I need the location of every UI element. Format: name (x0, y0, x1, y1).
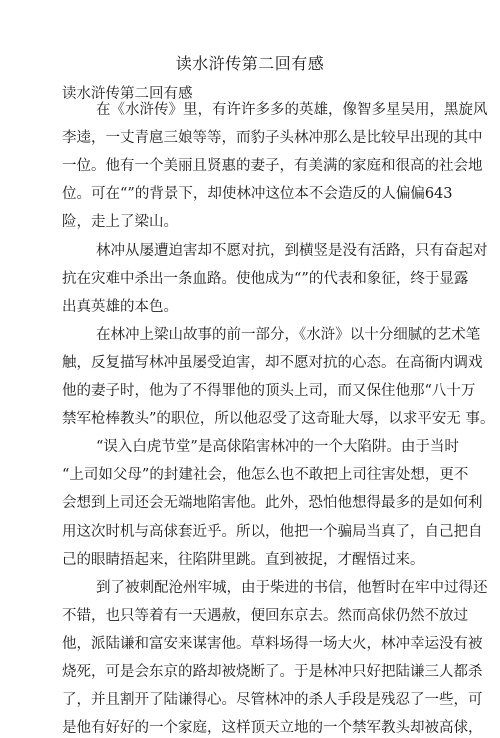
paragraph-line: 一位。他有一个美丽且贤惠的妻子，有美满的家庭和很高的社会地 (62, 158, 483, 175)
paragraph-line: 会想到上司还会无端地陷害他。此外，恐怕他想得最多的是如何利 (62, 495, 483, 512)
paragraph-line: 他的妻子时，他为了不得罪他的顶头上司，而又保住他那“八十万 (62, 383, 476, 399)
paragraph-line: 了，并且割开了陆谦得心。尽管林冲的杀人手段是残忍了一些，可 (62, 692, 483, 709)
paragraph-first-line: 林冲从屡遭迫害却不愿对抗，到横竖是没有活路，只有奋起对 (96, 242, 488, 259)
paragraph-line: 不错，也只等着有一天遇赦，便回东京去。然而高俅仍然不放过 (62, 607, 468, 624)
paragraph-first-line: 在《水浒传》里，有许许多多的英雄，像智多星吴用，黑旋风 (96, 102, 488, 118)
paragraph-line: 烧死，可是会东京的路却被烧断了。于是林冲只好把陆谦三人都杀 (62, 664, 483, 680)
paragraph-line: 险，走上了梁山。 (62, 214, 178, 231)
document-title: 读水浒传第二回有感 (175, 54, 325, 73)
document-subtitle: 读水浒传第二回有感 (62, 86, 193, 102)
paragraph-first-line: 在林冲上梁山故事的前一部分，《水浒》以十分细腻的艺术笔 (96, 326, 481, 343)
paragraph-line: 他，派陆谦和富安来谋害他。草料场得一场大火，林冲幸运没有被 (62, 635, 483, 652)
paragraph-first-line: 到了被刺配沧州牢城，由于柴进的书信，他暂时在牢中过得还 (96, 579, 488, 596)
paragraph-line: 触，反复描写林冲虽屡受迫害，却不愿对抗的心态。在高衙内调戏 (62, 354, 483, 371)
paragraph-line: 是他有好好的一个家庭，这样顶天立地的一个禁军教头却被高俅， (62, 720, 483, 737)
paragraph-line: 用这次时机与高俅套近乎。所以，他把一个骗局当真了，自己把自 (62, 523, 483, 540)
paragraph-line: 位。可在“”的背景下，却使林冲这位本不会造反的人偏偏643 (62, 186, 453, 203)
paragraph-line: 己的眼睛捂起来，往陷阱里跳。直到被捉，才醒悟过来。 (62, 551, 425, 568)
paragraph-line: 李逵，一丈青扈三娘等等，而豹子头林冲那么是比较早出现的其中 (62, 130, 483, 147)
paragraph-line: 出真英雄的本色。 (62, 298, 178, 315)
paragraph-line: 抗在灾难中杀出一条血路。使他成为“”的代表和象征，终于显露 (62, 270, 469, 287)
paragraph-first-line: “误入白虎节堂”是高俅陷害林冲的一个大陷阱。由于当时 (96, 439, 459, 456)
paragraph-line: 禁军枪棒教头”的职位，所以他忍受了这奇耻大辱，以求平安无 事。 (62, 411, 495, 428)
paragraph-line: “上司如父母”的封建社会，他怎么也不敢把上司往害处想，更不 (62, 467, 469, 484)
